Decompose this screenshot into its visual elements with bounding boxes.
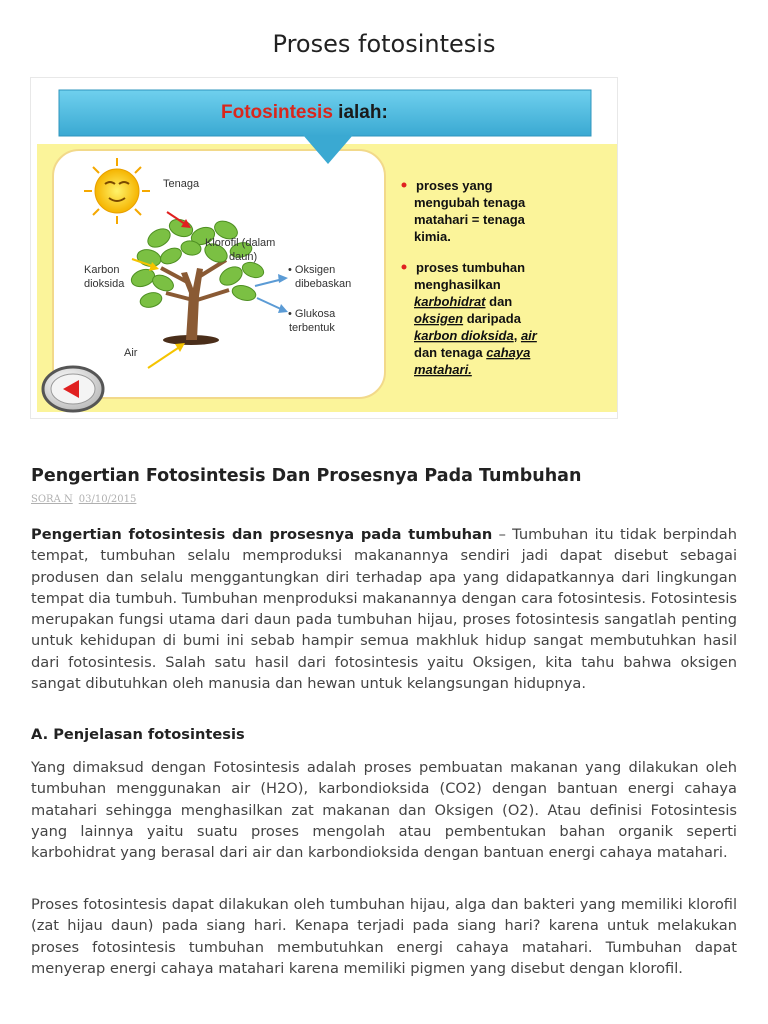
intro-paragraph xyxy=(31,524,737,694)
label-co2-line2: dioksida xyxy=(84,278,125,290)
svg-text:karbohidrat dan xyxy=(414,294,512,309)
label-energy: Tenaga xyxy=(163,178,200,190)
page-title: Proses fotosintesis xyxy=(272,30,496,58)
paragraph-process: Proses fotosintesis dapat dilakukan oleh tumbuhan hijau, alga dan bakteri yang memiliki klorofil (zat hijau daun) pada siang hari. Kenapa terjadi pada siang hari? karena untuk melakukan proses fotosintesis tumbuhan membutuhkan energi cahaya matahari. Tumbuhan dapat menyerap energi cahaya matahari karena memiliki pigmen yang disebut dengan klorofil. xyxy=(31,896,737,977)
bullet2-carbohydrate: karbohidrat xyxy=(414,294,486,309)
bullet2-line6-rest: dan tenaga xyxy=(414,345,487,360)
slide-title-highlight: Fotosintesis xyxy=(221,102,333,123)
label-oxygen-line2: dibebaskan xyxy=(295,278,352,290)
intro-bold: Pengertian fotosintesis dan prosesnya pada tumbuhan xyxy=(31,526,493,543)
label-glucose-line2: terbentuk xyxy=(289,322,335,334)
label-chlorophyll-line2: daun) xyxy=(229,251,258,263)
article-meta xyxy=(31,494,136,505)
bullet1-line4: kimia. xyxy=(414,229,451,244)
bullet2-line2: menghasilkan xyxy=(414,277,501,292)
bullet2-carbon-dioxide: karbon dioksida xyxy=(414,328,514,343)
article-title: Pengertian Fotosintesis Dan Prosesnya Pada Tumbuhan xyxy=(31,466,582,486)
slide-title-rest: ialah: xyxy=(332,102,388,123)
bullet1-line2: mengubah tenaga xyxy=(414,195,526,210)
section-heading-a: A. Penjelasan fotosintesis xyxy=(31,726,245,743)
svg-text:Fotosintesis ialah: xyxy=(221,102,388,123)
bullet-1-dot xyxy=(402,183,407,188)
date-link[interactable]: 03/10/2015 xyxy=(78,494,137,505)
paragraph-definition: Yang dimaksud dengan Fotosintesis adalah proses pembuatan makanan yang dilakukan oleh tumbuhan menggunakan air (H2O), karbondioksida (CO2) dengan bantuan energi cahaya matahari sehingga menghasilkan zat makanan dan Oksigen (O2). Atau definisi Fotosintesis yang lainnya yaitu suatu proses mengolah atau pembentukan bahan organik seperti karbohidrat yang berasal dari air dan karbondioksida dengan bantuan energi cahaya matahari. xyxy=(31,759,737,862)
bullet2-line5-sep: , xyxy=(513,328,521,343)
label-glucose-line1: • Glukosa xyxy=(288,308,336,320)
bullet2-light: cahaya xyxy=(486,345,531,360)
svg-text:karbon dioksida, air xyxy=(414,328,538,343)
bullet2-line1: proses tumbuhan xyxy=(416,260,526,275)
bullet2-sun: matahari. xyxy=(414,362,472,377)
intro-text: – Tumbuhan itu tidak berpindah tempat, tumbuhan selalu memproduksi makanannya sendiri jadi dapat disebut sebagai produsen dan selalu menggantungkan diri terhadap apa yang didapatkannya dari lingkungan tempat dia tumbuh. Tumbuhan menproduksi makanannya dengan cara fotosintesis. Fotosintesis merupakan fungsi utama dari daun pada tumbuhan hijau, proses fotosintesis sangatlah penting untuk kehidupan di bumi ini sebab hampir semua makhluk hidup sangat membutuhkan hasil dari fotosintesis. Salah satu hasil dari fotosintesis yaitu Oksigen, kita tahu bahwa oksigen sangat dibutuhkan oleh manusia dan hewan untuk kelangsungan hidupnya. xyxy=(31,526,737,693)
bullet2-water: air xyxy=(520,328,537,343)
label-oxygen-line1: • Oksigen xyxy=(288,264,336,276)
label-co2-line1: Karbon xyxy=(84,264,120,276)
bullet2-line3-rest: dan xyxy=(485,294,513,309)
bullet2-line4-rest: daripada xyxy=(463,311,521,326)
back-button-icon[interactable] xyxy=(43,367,103,411)
bullet1-line3: matahari = tenaga xyxy=(414,212,525,227)
svg-text:oksigen daripada xyxy=(414,311,522,326)
label-chlorophyll-line1: Klorofil (dalam xyxy=(205,237,276,249)
svg-text:dan tenaga cahaya xyxy=(414,345,530,360)
author-link[interactable]: SORA N xyxy=(31,494,73,505)
label-water: Air xyxy=(124,347,138,359)
bullet1-line1: proses yang xyxy=(416,178,493,193)
bullet-2-dot xyxy=(402,265,407,270)
bullet2-oxygen: oksigen xyxy=(414,311,464,326)
photosynthesis-slide-image xyxy=(30,77,618,419)
